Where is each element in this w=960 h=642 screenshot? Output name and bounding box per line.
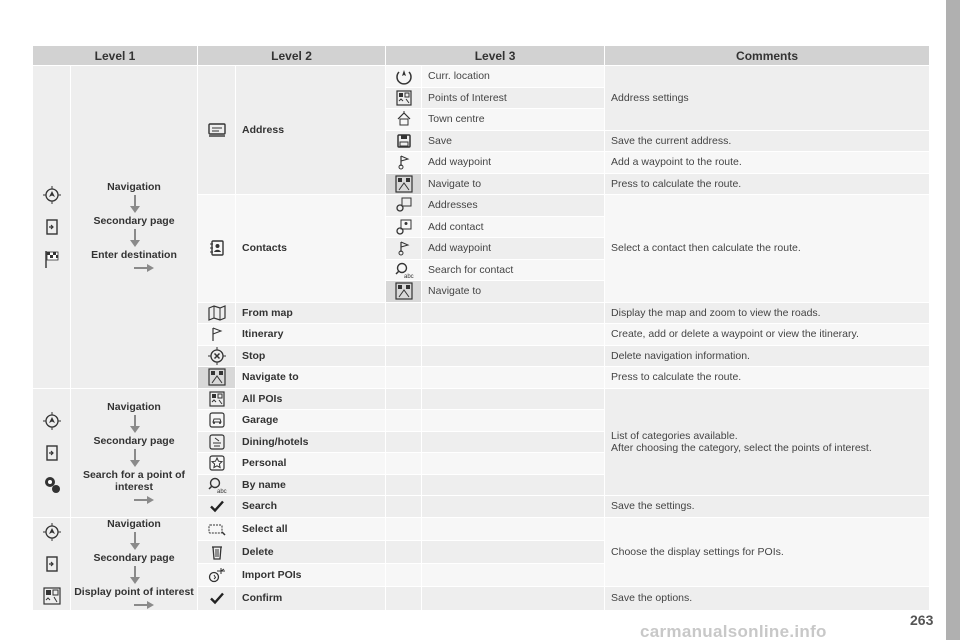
level1-nav-poi [71, 388, 198, 517]
choose-display-comment: Choose the display settings for POIs. [605, 517, 930, 587]
navigate-to3-label: Navigate to [236, 367, 386, 389]
confirm-label: Confirm [236, 587, 386, 610]
itinerary-l3-empty [422, 324, 605, 346]
poi-search-icon [41, 474, 63, 496]
dining-icon-cell [198, 431, 236, 453]
trash-icon [208, 543, 226, 561]
header-comments: Comments [605, 46, 930, 66]
addresses-icon [395, 196, 413, 214]
select-all-l3-icon-empty [386, 517, 422, 540]
confirm-comment: Save the options. [605, 587, 930, 610]
personal-icon-cell [198, 453, 236, 475]
itinerary-comment: Create, add or delete a waypoint or view the itinerary. [605, 324, 930, 346]
dining-label: Dining/hotels [236, 431, 386, 453]
confirm-l3-icon-empty [386, 587, 422, 610]
secondary-page-icon [41, 442, 63, 464]
level1-icons-disp [33, 517, 71, 610]
select-all-l3-empty [422, 517, 605, 540]
down-arrow-icon [71, 193, 197, 215]
usb-import-icon [207, 566, 227, 584]
list-categories-line1: List of categories available. [611, 429, 738, 442]
header-level2: Level 2 [198, 46, 386, 66]
navigate-to3-comment: Press to calculate the route. [605, 367, 930, 389]
curr-location-icon-cell [386, 66, 422, 88]
garage-car-icon [208, 411, 226, 429]
add-waypoint2-icon-cell [386, 238, 422, 260]
garage-l3-empty [422, 410, 605, 432]
nav-step-secondary: Secondary page [93, 551, 175, 564]
nav-step-display-poi: Display point of interest [74, 585, 194, 598]
add-contact-icon-cell [386, 216, 422, 238]
search-contact-label: Search for contact [422, 259, 605, 281]
import-pois-l3-empty [422, 564, 605, 587]
navigation-icon [41, 410, 63, 432]
from-map-l3-empty [422, 302, 605, 324]
nav-step-navigation: Navigation [107, 517, 161, 530]
stop-l3-empty [422, 345, 605, 367]
watermark: carmanualsonline.info [640, 622, 827, 641]
navigate-to2-icon-cell [386, 281, 422, 303]
itinerary-l3-icon-empty [386, 324, 422, 346]
add-waypoint-icon-cell [386, 152, 422, 174]
garage-icon-cell [198, 410, 236, 432]
itinerary-flag-icon [208, 325, 226, 343]
select-all-icon-cell [198, 517, 236, 540]
level1-icons-poi [33, 388, 71, 517]
save-icon [395, 132, 413, 150]
navigate-to-comment: Press to calculate the route. [605, 173, 930, 195]
address-icon-cell [198, 66, 236, 195]
add-waypoint-comment: Add a waypoint to the route. [605, 152, 930, 174]
delete-icon-cell [198, 540, 236, 563]
nav-step-secondary: Secondary page [93, 434, 175, 447]
points-of-interest-label: Points of Interest [422, 87, 605, 109]
confirm-icon-cell [198, 587, 236, 610]
add-waypoint2-label: Add waypoint [422, 238, 605, 260]
navigate-to3-icon-cell [198, 367, 236, 389]
add-waypoint-label: Add waypoint [422, 152, 605, 174]
contacts-icon-cell [198, 195, 236, 303]
checkered-flag-icon [41, 248, 63, 270]
navigate-to3-l3-icon-empty [386, 367, 422, 389]
navigate-to-icon [394, 174, 414, 194]
menu-table [32, 45, 930, 611]
dining-l3-icon-empty [386, 431, 422, 453]
addresses-label: Addresses [422, 195, 605, 217]
delete-label: Delete [236, 540, 386, 563]
all-pois-icon-cell [198, 388, 236, 410]
itinerary-icon-cell [198, 324, 236, 346]
navigate-to3-l3-empty [422, 367, 605, 389]
level1-icons-dest [33, 66, 71, 389]
svg-text:abc: abc [216, 488, 227, 494]
search-abc-icon [394, 261, 414, 279]
nav-step-navigation: Navigation [107, 400, 161, 413]
address-settings-comment: Address settings [605, 66, 930, 131]
svg-text:abc: abc [403, 273, 414, 279]
page-number: 263 [910, 612, 934, 628]
map-icon [207, 304, 227, 322]
save-label: Save [422, 130, 605, 152]
search-abc-icon [207, 476, 227, 494]
secondary-page-icon [41, 216, 63, 238]
down-arrow-icon [71, 530, 197, 552]
nav-step-navigation: Navigation [107, 180, 161, 193]
from-map-comment: Display the map and zoom to view the roads. [605, 302, 930, 324]
poi-icon [208, 390, 226, 408]
personal-l3-empty [422, 453, 605, 475]
contacts-icon [208, 239, 226, 257]
dining-l3-empty [422, 431, 605, 453]
add-contact-label: Add contact [422, 216, 605, 238]
all-pois-l3-icon-empty [386, 388, 422, 410]
nav-step-secondary: Secondary page [93, 214, 175, 227]
navigate-to-label: Navigate to [422, 173, 605, 195]
list-categories-comment [605, 388, 930, 496]
import-pois-icon-cell [198, 564, 236, 587]
navigate-to2-label: Navigate to [422, 281, 605, 303]
stop-comment: Delete navigation information. [605, 345, 930, 367]
down-arrow-icon [71, 227, 197, 249]
personal-star-icon [208, 454, 226, 472]
by-name-l3-icon-empty [386, 474, 422, 496]
down-arrow-icon [71, 564, 197, 586]
select-all-icon [207, 521, 227, 537]
select-contact-comment: Select a contact then calculate the route. [605, 195, 930, 303]
navigation-icon [41, 184, 63, 206]
level1-nav-disp [71, 517, 198, 610]
secondary-page-icon [41, 553, 63, 575]
level1-nav-dest [71, 66, 198, 389]
poi-icon [41, 585, 63, 607]
current-location-icon [395, 67, 413, 85]
delete-l3-empty [422, 540, 605, 563]
search-label: Search [236, 496, 386, 518]
address-label: Address [236, 66, 386, 195]
select-all-label: Select all [236, 517, 386, 540]
save-comment: Save the current address. [605, 130, 930, 152]
header-row [33, 46, 930, 66]
list-categories-line2: After choosing the category, select the points of interest. [611, 441, 872, 454]
itinerary-label: Itinerary [236, 324, 386, 346]
right-arrow-icon [71, 598, 197, 610]
all-pois-label: All POIs [236, 388, 386, 410]
header-level3: Level 3 [386, 46, 605, 66]
stop-navigation-icon [207, 346, 227, 366]
right-arrow-icon [71, 261, 197, 273]
navigate-to-icon [394, 281, 414, 301]
town-centre-label: Town centre [422, 109, 605, 131]
navigate-to-icon [207, 367, 227, 387]
town-centre-icon [395, 110, 413, 128]
all-pois-l3-empty [422, 388, 605, 410]
delete-l3-icon-empty [386, 540, 422, 563]
contacts-label: Contacts [236, 195, 386, 303]
import-pois-label: Import POIs [236, 564, 386, 587]
checkmark-icon [209, 498, 225, 514]
stop-icon-cell [198, 345, 236, 367]
nav-step-enter-destination: Enter destination [91, 248, 177, 261]
waypoint-flag-icon [395, 239, 413, 257]
address-card-icon [207, 122, 227, 138]
from-map-label: From map [236, 302, 386, 324]
search-contact-icon-cell [386, 259, 422, 281]
poi-icon-cell [386, 87, 422, 109]
personal-label: Personal [236, 453, 386, 475]
navigate-to-icon-cell [386, 173, 422, 195]
from-map-l3-icon-empty [386, 302, 422, 324]
waypoint-flag-icon [395, 153, 413, 171]
personal-l3-icon-empty [386, 453, 422, 475]
stop-l3-icon-empty [386, 345, 422, 367]
header-level1: Level 1 [33, 46, 198, 66]
garage-label: Garage [236, 410, 386, 432]
by-name-l3-empty [422, 474, 605, 496]
add-contact-icon [395, 218, 413, 236]
down-arrow-icon [71, 413, 197, 435]
save-icon-cell [386, 130, 422, 152]
search-comment: Save the settings. [605, 496, 930, 518]
stop-label: Stop [236, 345, 386, 367]
by-name-icon-cell [198, 474, 236, 496]
poi-icon [395, 89, 413, 107]
search-l3-empty [422, 496, 605, 518]
town-centre-icon-cell [386, 109, 422, 131]
nav-step-search-poi: Search for a point of interest [82, 468, 186, 493]
confirm-l3-empty [422, 587, 605, 610]
search-l3-icon-empty [386, 496, 422, 518]
addresses-icon-cell [386, 195, 422, 217]
garage-l3-icon-empty [386, 410, 422, 432]
by-name-label: By name [236, 474, 386, 496]
down-arrow-icon [71, 447, 197, 469]
checkmark-icon [209, 590, 225, 606]
search-icon-cell [198, 496, 236, 518]
page-edge-bar [946, 0, 960, 640]
navigation-icon [41, 521, 63, 543]
from-map-icon-cell [198, 302, 236, 324]
dining-hotels-icon [208, 433, 226, 451]
curr-location-label: Curr. location [422, 66, 605, 88]
right-arrow-icon [71, 493, 197, 505]
import-pois-l3-icon-empty [386, 564, 422, 587]
